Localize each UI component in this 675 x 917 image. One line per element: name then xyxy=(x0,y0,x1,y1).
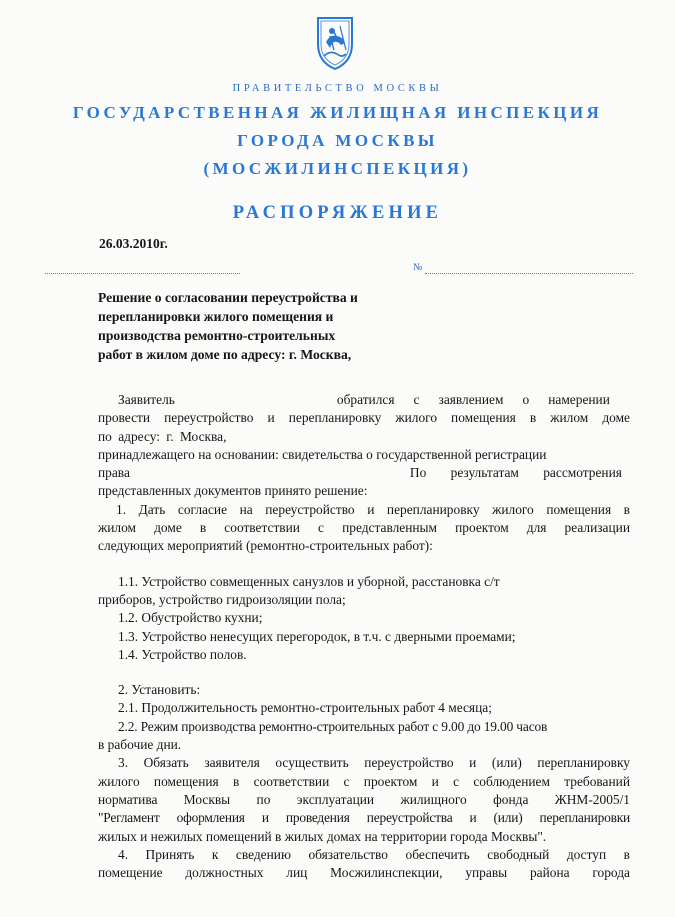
paragraph-line: "Регламент оформления и проведения переустройства и (или) перепланировки xyxy=(98,810,630,826)
list-item: 2.2. Режим производства ремонтно-строительных работ с 9.00 до 19.00 часов xyxy=(118,718,548,734)
paragraph-line: следующих мероприятий (ремонтно-строительных работ): xyxy=(98,538,433,554)
paragraph-line: жилых и нежилых помещений в жилых домах на территории города Москвы". xyxy=(98,828,547,844)
paragraph-line: 3. Обязать заявителя осуществить переустройство и (или) перепланировку xyxy=(118,755,630,771)
paragraph-line: принадлежащего на основании: свидетельства о государственной регистрации xyxy=(98,446,547,462)
paragraph-line: 4. Принять к сведению обязательство обеспечить свободный доступ в xyxy=(118,846,630,862)
org-title-line2: ГОРОДА МОСКВЫ xyxy=(237,131,438,150)
paragraph-line: 2. Установить: xyxy=(118,682,201,698)
paragraph-line: жилого помещения в соответствии с проектом и с соблюдением требований xyxy=(98,773,630,789)
list-item: приборов, устройство гидроизоляции пола; xyxy=(98,591,346,607)
paragraph-line xyxy=(98,464,630,482)
applicant-label: Заявитель xyxy=(118,392,175,407)
list-item: 2.1. Продолжительность ремонтно-строительных работ 4 месяца; xyxy=(118,700,492,716)
subject-line: производства ремонтно-строительных xyxy=(98,328,336,343)
list-item: 1.1. Устройство совмещенных санузлов и уборной, расстановка с/т xyxy=(118,573,500,589)
rights-label: права xyxy=(98,465,130,481)
list-item: 1.3. Устройство ненесущих перегородок, в т.ч. с дверными проемами; xyxy=(118,628,516,644)
org-title-line3: (МОСЖИЛИНСПЕКЦИЯ) xyxy=(203,159,472,178)
paragraph-line: 1. Дать согласие на переустройство и перепланировку жилого помещения в xyxy=(116,501,630,517)
subject-line: работ в жилом доме по адресу: г. Москва, xyxy=(98,347,352,362)
list-item: в рабочие дни. xyxy=(98,737,182,753)
document-type: РАСПОРЯЖЕНИЕ xyxy=(232,203,443,223)
document-date: 26.03.2010г. xyxy=(99,236,168,251)
paragraph-line xyxy=(98,391,630,409)
subject-line: перепланировки жилого помещения и xyxy=(98,309,334,324)
list-item: 1.4. Устройство полов. xyxy=(118,646,247,662)
list-item: 1.2. Обустройство кухни; xyxy=(118,610,263,626)
paragraph-line: провести переустройство и перепланировку жилого помещения в жилом доме xyxy=(98,410,630,426)
subject-block xyxy=(98,288,418,364)
number-sign: № xyxy=(413,262,423,273)
subject-line: Решение о согласовании переустройства и xyxy=(98,290,358,305)
paragraph-line: жилом доме в соответствии с представленным проектом для реализации xyxy=(98,520,630,536)
document-body xyxy=(98,391,630,882)
date-underline xyxy=(45,273,240,274)
paragraph-line: помещение должностных лиц Мосжилинспекции, управы района города xyxy=(98,865,630,881)
moscow-coat-of-arms-icon xyxy=(310,14,360,72)
number-underline xyxy=(425,273,633,274)
paragraph-line: представленных документов принято решение: xyxy=(98,483,368,499)
paragraph-line: норматива Москвы по эксплуатации жилищного фонда ЖНМ-2005/1 xyxy=(98,791,630,807)
paragraph-line: по адресу: г. Москва, xyxy=(98,428,227,444)
review-text: По результатам рассмотрения xyxy=(409,465,622,481)
government-title: ПРАВИТЕЛЬСТВО МОСКВЫ xyxy=(232,83,443,94)
applicant-text: обратился с заявлением о намерении xyxy=(336,392,610,407)
org-title-line1: ГОСУДАРСТВЕННАЯ ЖИЛИЩНАЯ ИНСПЕКЦИЯ xyxy=(72,103,603,122)
